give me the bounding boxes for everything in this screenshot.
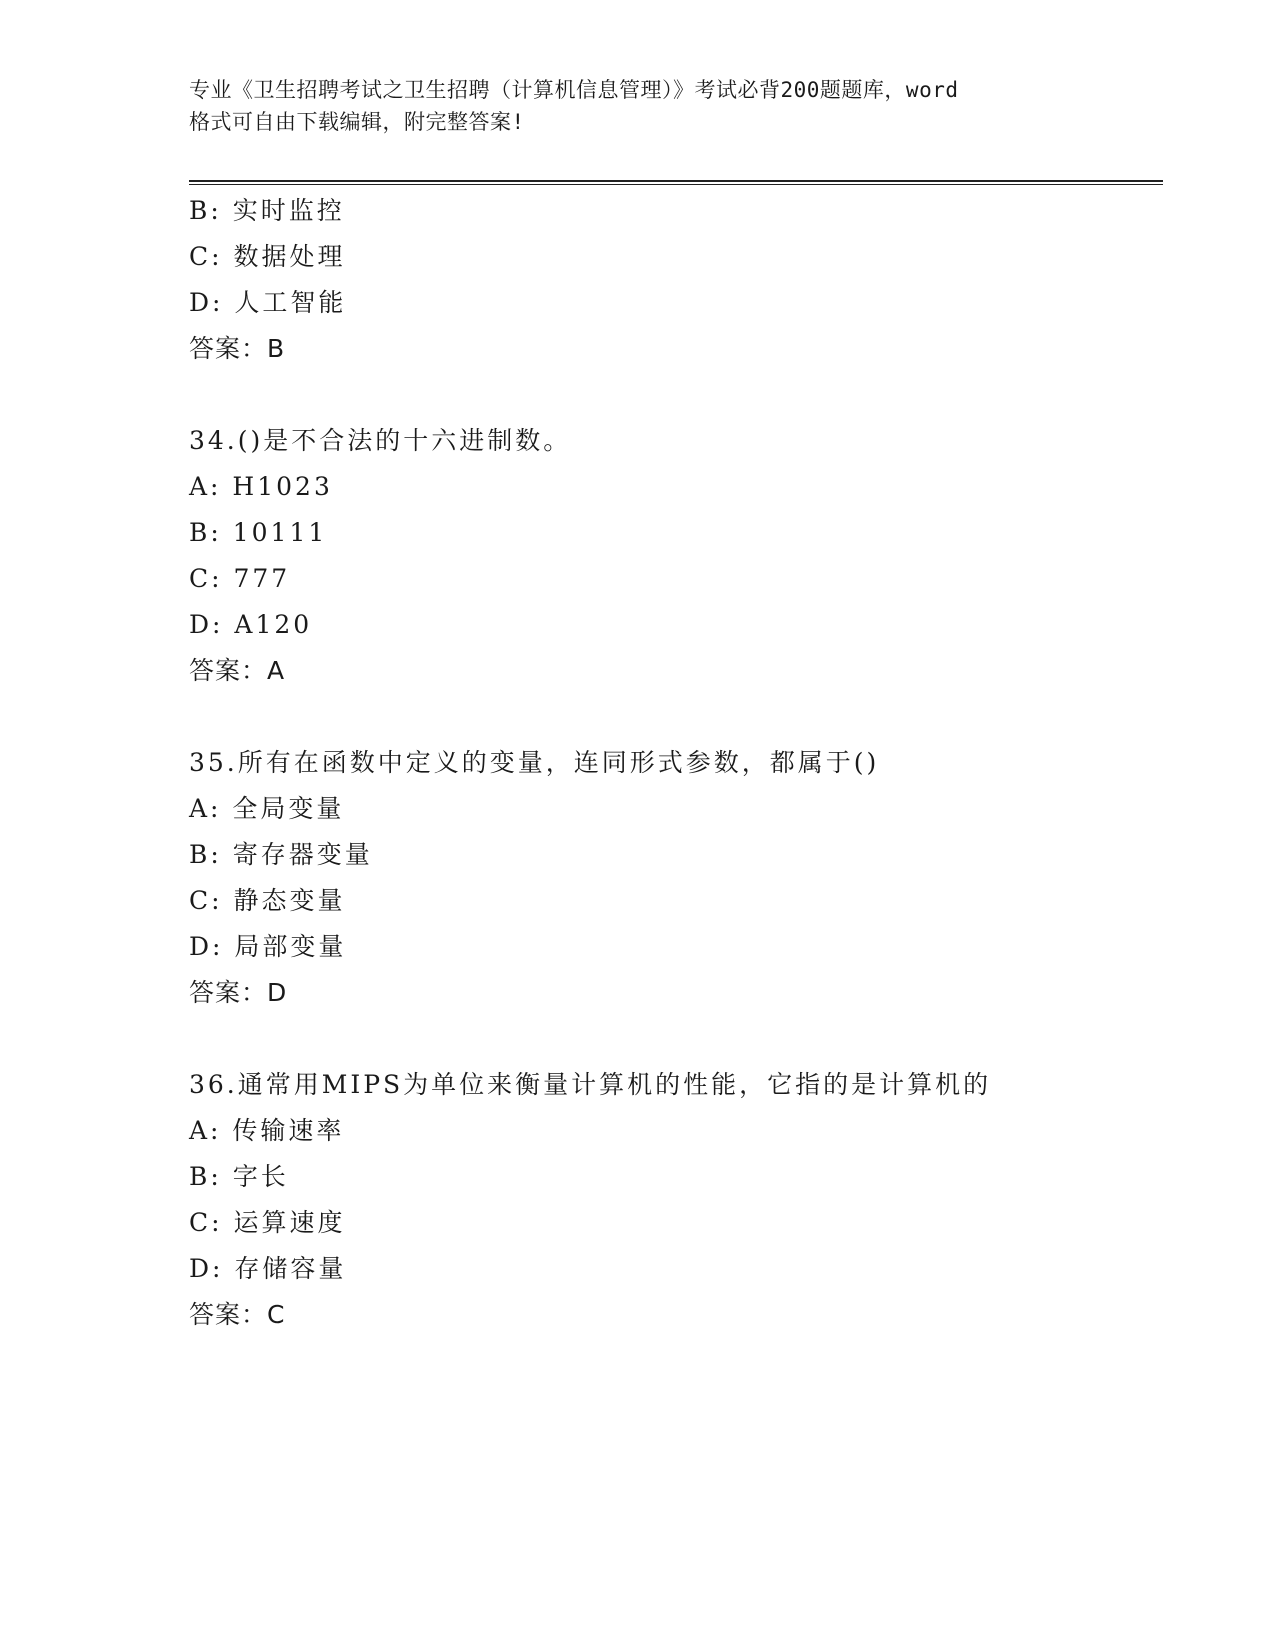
header-divider <box>189 180 1163 185</box>
option-d: D: A120 <box>189 610 313 639</box>
option-b: B: 实时监控 <box>189 196 345 225</box>
header-title-line-2: 格式可自由下载编辑，附完整答案! <box>189 110 525 134</box>
option-c: C: 数据处理 <box>189 242 346 271</box>
answer-text: 答案：C <box>189 1300 286 1329</box>
question-36 <box>189 1062 1169 1338</box>
option-a: A: 全局变量 <box>189 794 345 823</box>
header-title-line-1: 专业《卫生招聘考试之卫生招聘（计算机信息管理）》考试必背200题题库，word <box>189 78 959 102</box>
question-stem: 34.()是不合法的十六进制数。 <box>189 426 572 455</box>
question-33-partial <box>189 188 1169 372</box>
option-b: B: 字长 <box>189 1162 289 1191</box>
answer-text: 答案：A <box>189 656 286 685</box>
option-a: A: 传输速率 <box>189 1116 345 1145</box>
question-list <box>189 188 1169 1338</box>
answer-text: 答案：B <box>189 334 286 363</box>
question-35 <box>189 740 1169 1016</box>
document-header <box>189 74 1089 138</box>
option-c: C: 运算速度 <box>189 1208 346 1237</box>
option-d: D: 局部变量 <box>189 932 347 961</box>
answer-text: 答案：D <box>189 978 288 1007</box>
question-34 <box>189 418 1169 694</box>
option-b: B: 寄存器变量 <box>189 840 373 869</box>
question-stem: 35.所有在函数中定义的变量，连同形式参数，都属于() <box>189 748 880 777</box>
option-b: B: 10111 <box>189 518 328 547</box>
question-stem: 36.通常用MIPS为单位来衡量计算机的性能，它指的是计算机的 <box>189 1070 992 1099</box>
option-a: A: H1023 <box>189 472 333 501</box>
option-c: C: 静态变量 <box>189 886 346 915</box>
option-d: D: 人工智能 <box>189 288 347 317</box>
option-c: C: 777 <box>189 564 291 593</box>
option-d: D: 存储容量 <box>189 1254 347 1283</box>
